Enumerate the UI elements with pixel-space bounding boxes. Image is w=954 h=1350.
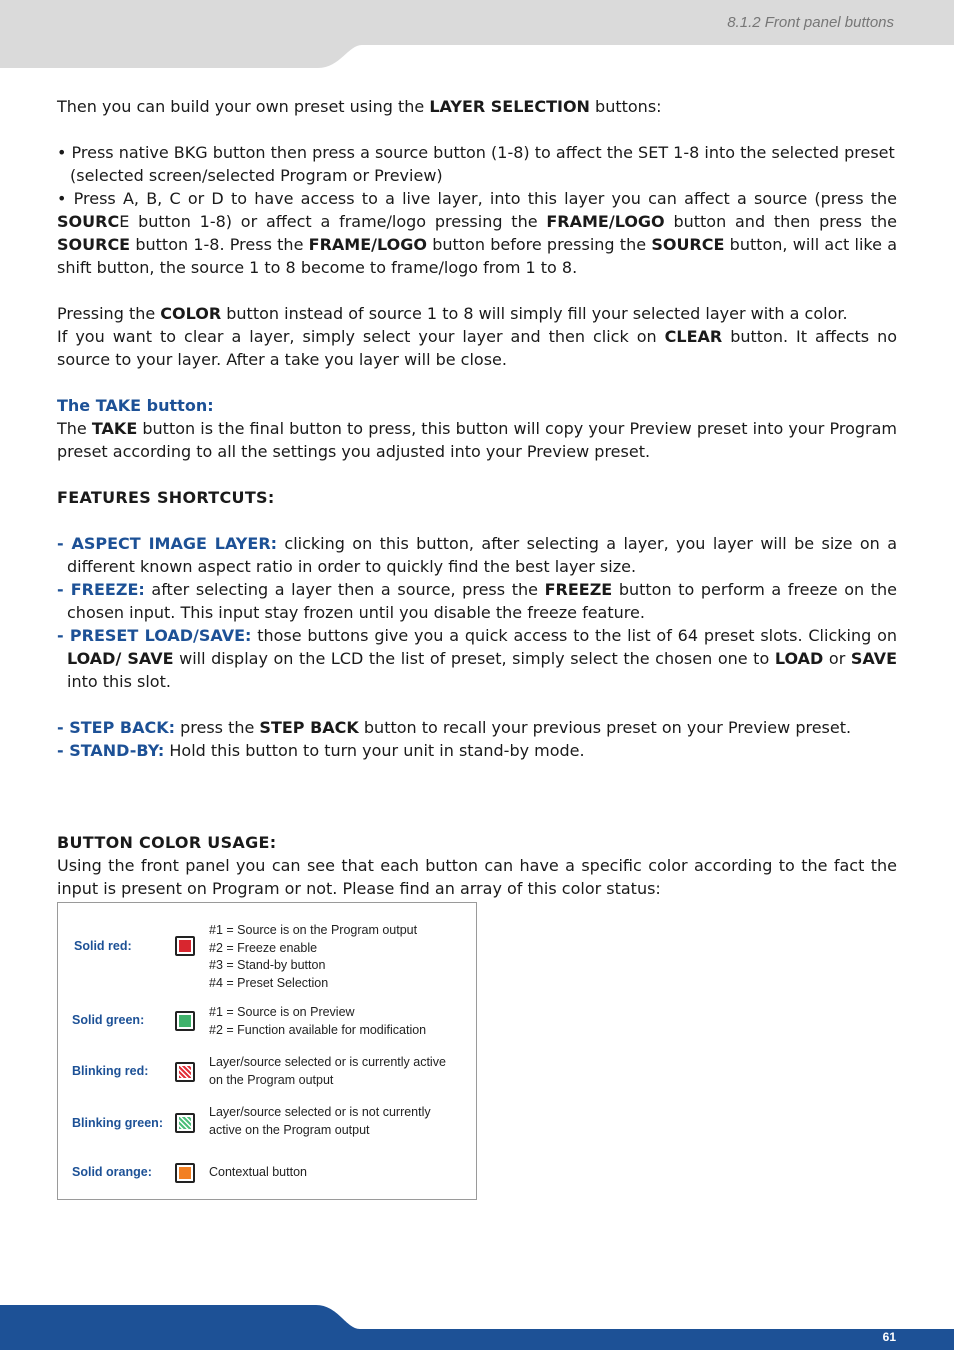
take-heading: The TAKE button: [57, 396, 214, 415]
legend-label: Solid red: [74, 939, 132, 953]
feature-preset: - PRESET LOAD/SAVE: those buttons give you a quick access to the list of 64 preset slots. Clicking on LOAD/ SAVE will display on the LCD the list of preset, simply select the chosen one to LOAD or SAVE into this slot. [57, 626, 897, 691]
footer-bar [0, 1304, 954, 1350]
solid-green-square-icon [175, 1011, 195, 1031]
take-paragraph: The TAKE button is the final button to press, this button will copy your Preview preset into your Program preset according to all the settings you adjusted into your Preview preset. [57, 419, 898, 461]
usage-heading: BUTTON COLOR USAGE: [57, 833, 277, 852]
legend-description: #1 = Source is on the Program output #2 = Freeze enable #3 = Stand-by button #4 = Preset Selection [209, 923, 418, 990]
feature-standby: - STAND-BY: Hold this button to turn your unit in stand-by mode. [57, 741, 585, 760]
legend-label: Blinking red: [72, 1064, 149, 1078]
usage-paragraph: Using the front panel you can see that each button can have a specific color according to the fact the input is present on Program or not. Please find an array of this color status: [57, 856, 897, 898]
features-heading: FEATURES SHORTCUTS: [57, 488, 275, 507]
legend-description: Layer/source selected or is currently active on the Program output [209, 1055, 446, 1087]
legend-label: Solid orange: [72, 1165, 152, 1179]
document-body [57, 95, 897, 900]
section-title: 8.1.2 Front panel buttons [727, 14, 894, 31]
solid-red-square-icon [175, 936, 195, 956]
intro-paragraph: Then you can build your own preset using the LAYER SELECTION buttons: [57, 97, 662, 116]
bullet-live-layer: • Press A, B, C or D to have access to a live layer, into this layer you can affect a source (press the SOURCE button 1-8) or affect a frame/logo pressing the FRAME/LOGO button and then press the SOURCE button 1-8. Press the FRAME/LOGO button before pressing the SOURCE button, will act like a shift button, the source 1 to 8 become to frame/logo from 1 to 8. [57, 189, 898, 277]
blinking-green-square-icon [175, 1113, 195, 1133]
legend-description: #1 = Source is on Preview #2 = Function available for modification [209, 1005, 427, 1037]
feature-aspect: - ASPECT IMAGE LAYER: clicking on this button, after selecting a layer, you layer will be size on a different known aspect ratio in order to quickly find the best layer size. [57, 534, 898, 576]
solid-orange-square-icon [175, 1163, 195, 1183]
header-bar [0, 0, 954, 70]
clear-paragraph: If you want to clear a layer, simply select your layer and then click on CLEAR button. It affects no source to your layer. After a take you layer will be close. [57, 327, 898, 369]
blinking-red-square-icon [175, 1062, 195, 1082]
feature-stepback: - STEP BACK: press the STEP BACK button to recall your previous preset on your Preview preset. [57, 718, 852, 737]
color-legend [57, 902, 477, 1200]
legend-label: Solid green: [72, 1013, 145, 1027]
page-number: 61 [882, 1330, 896, 1344]
legend-description: Layer/source selected or is not currently active on the Program output [209, 1105, 431, 1137]
feature-freeze: - FREEZE: after selecting a layer then a source, press the FREEZE button to perform a freeze on the chosen input. This input stay frozen until you disable the freeze feature. [57, 580, 898, 622]
legend-label: Blinking green: [72, 1116, 163, 1130]
color-paragraph: Pressing the COLOR button instead of source 1 to 8 will simply fill your selected layer with a color. [57, 304, 848, 323]
bullet-native-bkg-cont: (selected screen/selected Program or Preview) [70, 166, 443, 185]
bullet-native-bkg: • Press native BKG button then press a source button (1-8) to affect the SET 1-8 into the selected preset [57, 143, 895, 162]
legend-description: Contextual button [209, 1165, 307, 1179]
